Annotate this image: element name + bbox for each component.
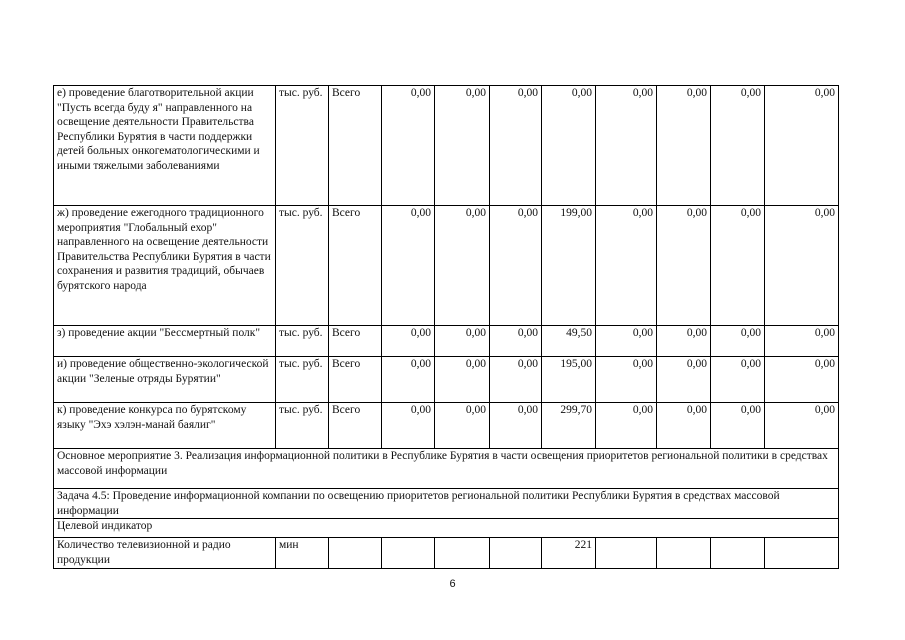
value-cell: 0,00	[490, 357, 542, 403]
task-row	[54, 489, 839, 519]
unit-cell: тыс. руб.	[276, 206, 329, 326]
event-name-cell: к) проведение конкурса по бурятскому языку "Эхэ хэлэн-манай баялиг"	[54, 403, 276, 449]
indicator-unit-cell: мин	[276, 538, 329, 569]
value-cell: 0,00	[711, 86, 765, 206]
table-row	[54, 206, 839, 326]
value-cell: 0,00	[657, 326, 711, 357]
table-row	[54, 326, 839, 357]
value-cell: 0,00	[657, 86, 711, 206]
funding-source-cell: Всего	[329, 357, 382, 403]
task-cell: Задача 4.5: Проведение информационной компании по освещению приоритетов региональной политики Республики Бурятия в средствах массовой информации	[54, 489, 839, 519]
unit-cell: тыс. руб.	[276, 326, 329, 357]
value-cell: 0,00	[382, 326, 435, 357]
funding-source-cell: Всего	[329, 86, 382, 206]
unit-cell: тыс. руб.	[276, 403, 329, 449]
value-cell: 0,00	[435, 86, 490, 206]
value-cell: 0,00	[596, 86, 657, 206]
indicator-value-cell	[657, 538, 711, 569]
indicator-value-cell	[382, 538, 435, 569]
target-indicator-row	[54, 519, 839, 538]
indicator-value-cell: 221	[542, 538, 596, 569]
table-row	[54, 403, 839, 449]
table-row	[54, 357, 839, 403]
value-cell: 0,00	[596, 357, 657, 403]
unit-cell: тыс. руб.	[276, 86, 329, 206]
value-cell: 0,00	[765, 206, 839, 326]
table-body	[54, 86, 839, 569]
value-cell: 0,00	[711, 357, 765, 403]
value-cell: 0,00	[657, 206, 711, 326]
value-cell: 0,00	[382, 357, 435, 403]
table-row	[54, 86, 839, 206]
indicator-value-cell	[711, 538, 765, 569]
unit-cell: тыс. руб.	[276, 357, 329, 403]
page-number: 6	[449, 578, 456, 590]
value-cell: 0,00	[765, 326, 839, 357]
funding-source-cell: Всего	[329, 403, 382, 449]
indicator-row	[54, 538, 839, 569]
indicator-value-cell	[435, 538, 490, 569]
value-cell: 0,00	[490, 403, 542, 449]
value-cell: 0,00	[711, 326, 765, 357]
budget-table	[53, 85, 839, 569]
value-cell: 0,00	[657, 403, 711, 449]
target-indicator-cell: Целевой индикатор	[54, 519, 839, 538]
value-cell: 0,00	[765, 86, 839, 206]
value-cell: 0,00	[490, 206, 542, 326]
value-cell: 299,70	[542, 403, 596, 449]
indicator-value-cell	[596, 538, 657, 569]
value-cell: 0,00	[596, 206, 657, 326]
value-cell: 0,00	[435, 403, 490, 449]
indicator-source-cell	[329, 538, 382, 569]
main-event-row	[54, 449, 839, 489]
funding-source-cell: Всего	[329, 326, 382, 357]
indicator-value-cell	[490, 538, 542, 569]
value-cell: 0,00	[382, 86, 435, 206]
value-cell: 0,00	[596, 326, 657, 357]
indicator-name-cell: Количество телевизионной и радио продукции	[54, 538, 276, 569]
value-cell: 0,00	[711, 206, 765, 326]
funding-source-cell: Всего	[329, 206, 382, 326]
event-name-cell: и) проведение общественно-экологической акции "Зеленые отряды Бурятии"	[54, 357, 276, 403]
value-cell: 0,00	[765, 403, 839, 449]
value-cell: 0,00	[596, 403, 657, 449]
value-cell: 0,00	[765, 357, 839, 403]
event-name-cell: е) проведение благотворительной акции "Пусть всегда буду я" направленного на освещение деятельности Правительства Республики Бурятия в части поддержки детей больных онкогематологическими и иными тяжелыми заболеваниями	[54, 86, 276, 206]
value-cell: 0,00	[382, 206, 435, 326]
value-cell: 0,00	[382, 403, 435, 449]
value-cell: 49,50	[542, 326, 596, 357]
value-cell: 0,00	[435, 326, 490, 357]
value-cell: 0,00	[490, 86, 542, 206]
value-cell: 195,00	[542, 357, 596, 403]
value-cell: 0,00	[435, 357, 490, 403]
value-cell: 0,00	[435, 206, 490, 326]
value-cell: 0,00	[542, 86, 596, 206]
main-event-cell: Основное мероприятие 3. Реализация информационной политики в Республике Бурятия в части освещения приоритетов региональной политики в средствах массовой информации	[54, 449, 839, 489]
event-name-cell: ж) проведение ежегодного традиционного мероприятия "Глобальный ехор" направленного на освещение деятельности Правительства Республики Бурятия в части сохранения и развития традиций, обычаев бурятского народа	[54, 206, 276, 326]
value-cell: 199,00	[542, 206, 596, 326]
indicator-value-cell	[765, 538, 839, 569]
value-cell: 0,00	[711, 403, 765, 449]
event-name-cell: з) проведение акции "Бессмертный полк"	[54, 326, 276, 357]
value-cell: 0,00	[657, 357, 711, 403]
value-cell: 0,00	[490, 326, 542, 357]
